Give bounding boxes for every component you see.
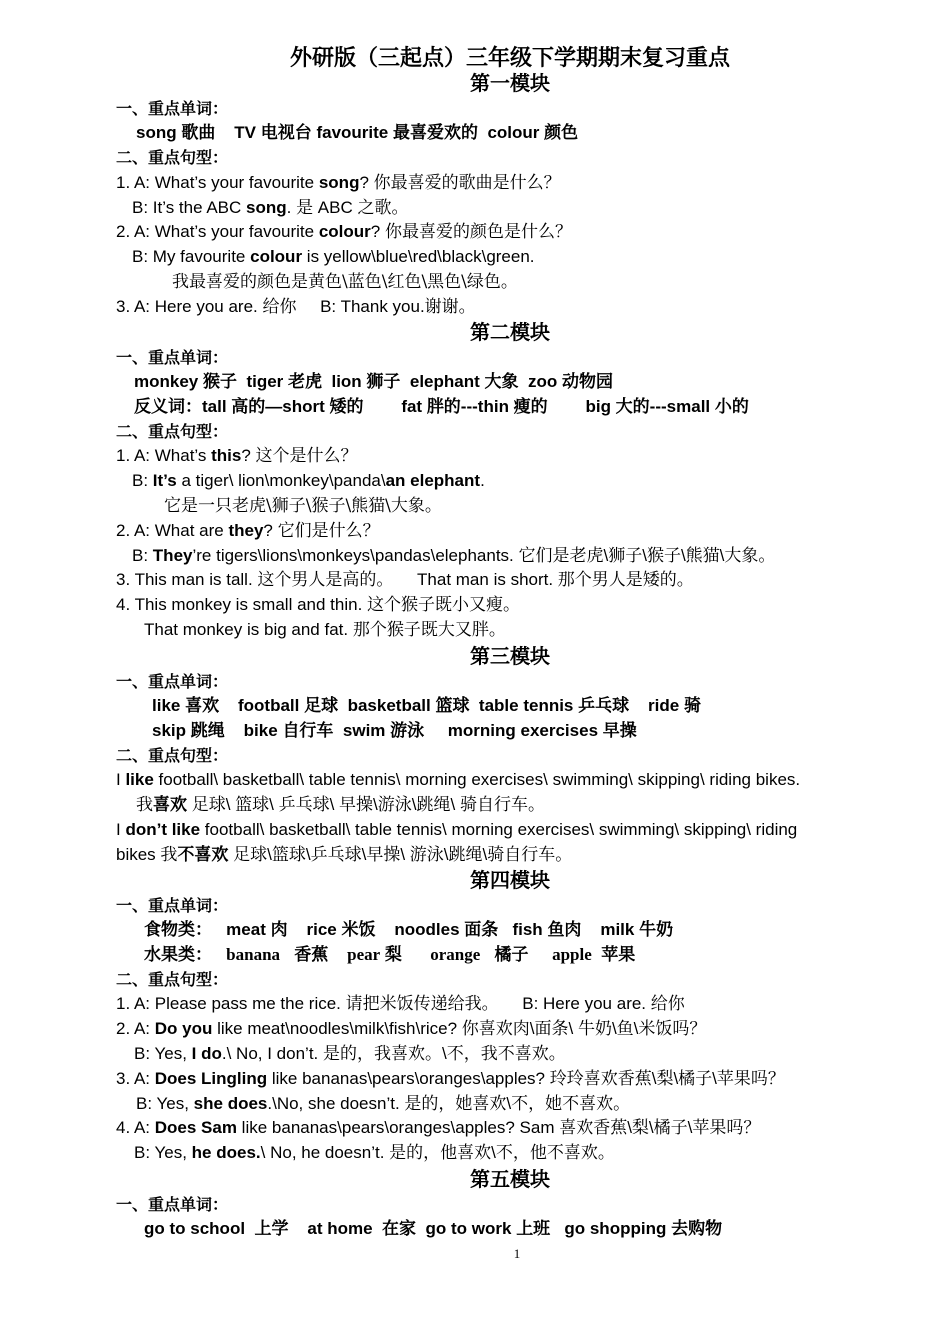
module-3-sentence-2a: I don’t like football\ basketball\ table tennis\ morning exercises\ swimming\ skipping\ riding (116, 820, 798, 839)
module-4-sentence-3a: 3. A: Does Lingling like bananas\pears\oranges\apples? 玲玲喜欢香蕉\梨\橘子\苹果吗？ (116, 1069, 785, 1088)
module-1-sentence-3: 3. A: Here you are. 给你 B: Thank you.谢谢。 (116, 297, 476, 316)
module-2-sentence-4b: That monkey is big and fat. 那个猴子既大又胖。 (144, 620, 506, 639)
module-3-sentence-1b: 我喜欢 足球\ 篮球\ 乒乓球\ 早操\游泳\跳绳\ 骑自行车。 (136, 795, 545, 814)
module-2-sentence-3: 3. This man is tall. 这个男人是高的。 That man is short. 那个男人是矮的。 (116, 570, 694, 589)
module-3-sentence-heading: 二、重点句型： (116, 746, 229, 765)
module-3-sentence-2b: bikes 我不喜欢 足球\篮球\乒乓球\早操\ 游泳\跳绳\骑自行车。 (116, 845, 573, 864)
module-1-sentence-2c: 我最喜爱的颜色是黄色\蓝色\红色\黑色\绿色。 (172, 272, 518, 292)
module-4-sentence-4b: B: Yes, he does.\ No, he doesn’t. 是的，他喜欢\不，他不喜欢。 (134, 1143, 615, 1162)
module-4-sentence-heading: 二、重点句型： (116, 970, 229, 989)
module-2-antonyms: 反义词：tall 高的—short 矮的 fat 胖的---thin 瘦的 big 大的---small 小的 (134, 397, 749, 417)
module-2-heading: 第二模块 (470, 320, 550, 344)
module-2-vocab-heading: 一、重点单词： (116, 348, 229, 367)
module-1-sentence-2b: B: My favourite colour is yellow\blue\red\black\green. (132, 247, 535, 266)
module-2-sentence-1a: 1. A: What’s this? 这个是什么？ (116, 446, 358, 465)
module-2-sentence-2b: B: They’re tigers\lions\monkeys\pandas\elephants. 它们是老虎\狮子\猴子\熊猫\大象。 (132, 546, 776, 565)
module-1-vocab-list: song 歌曲 TV 电视台 favourite 最喜爱欢的 colour 颜色 (136, 123, 579, 143)
module-4-food-list: 食物类： meat 肉 rice 米饭 noodles 面条 fish 鱼肉 milk 牛奶 (144, 920, 674, 940)
module-4-fruit-list: 水果类： banana 香蕉 pear 梨 orange 橘子 apple 苹果 (144, 945, 636, 965)
module-1-vocab-heading: 一、重点单词： (116, 99, 229, 118)
module-4-vocab-heading: 一、重点单词： (116, 896, 229, 915)
module-4-sentence-4a: 4. A: Does Sam like bananas\pears\oranges\apples? Sam 喜欢香蕉\梨\橘子\苹果吗？ (116, 1118, 761, 1137)
module-1-sentence-1a: 1. A: What’s your favourite song? 你最喜爱的歌曲是什么？ (116, 173, 561, 192)
module-1-sentence-2a: 2. A: What’s your favourite colour? 你最喜爱的颜色是什么？ (116, 222, 572, 241)
module-2-sentence-1b: B: It’s a tiger\ lion\monkey\panda\an elephant. (132, 471, 485, 490)
module-2-sentence-2a: 2. A: What are they? 它们是什么？ (116, 521, 380, 540)
module-3-vocab-heading: 一、重点单词： (116, 672, 229, 691)
module-3-vocab-list-1: like 喜欢 football 足球 basketball 篮球 table tennis 乒乓球 ride 骑 (152, 696, 701, 716)
module-1-sentence-heading: 二、重点句型： (116, 148, 229, 167)
module-4-sentence-2b: B: Yes, I do.\ No, I don’t. 是的，我喜欢。\不，我不喜欢。 (134, 1044, 566, 1063)
module-1-heading: 第一模块 (470, 71, 550, 95)
module-4-sentence-3b: B: Yes, she does.\No, she doesn’t. 是的，她喜欢\不，她不喜欢。 (136, 1094, 631, 1113)
module-4-heading: 第四模块 (470, 868, 550, 892)
module-5-vocab-heading: 一、重点单词： (116, 1195, 229, 1214)
module-4-sentence-1: 1. A: Please pass me the rice. 请把米饭传递给我。 B: Here you are. 给你 (116, 994, 685, 1013)
module-2-vocab-list: monkey 猴子 tiger 老虎 lion 狮子 elephant 大象 zoo 动物园 (134, 372, 613, 392)
module-3-sentence-1a: I like football\ basketball\ table tennis\ morning exercises\ swimming\ skipping\ riding bikes. (116, 770, 801, 789)
module-2-sentence-4a: 4. This monkey is small and thin. 这个猴子既小又瘦。 (116, 595, 521, 614)
module-5-vocab-list: go to school 上学 at home 在家 go to work 上班 go shopping 去购物 (144, 1219, 723, 1239)
module-2-sentence-1c: 它是一只老虎\狮子\猴子\熊猫\大象。 (164, 496, 442, 516)
module-5-heading: 第五模块 (470, 1167, 550, 1191)
module-3-heading: 第三模块 (470, 644, 550, 668)
document-title: 外研版（三起点）三年级下学期期末复习重点 (289, 45, 730, 71)
module-4-sentence-2a: 2. A: Do you like meat\noodles\milk\fish\rice? 你喜欢肉\面条\ 牛奶\鱼\米饭吗？ (116, 1019, 707, 1038)
module-3-vocab-list-2: skip 跳绳 bike 自行车 swim 游泳 morning exercises 早操 (152, 721, 637, 741)
module-1-sentence-1b: B: It’s the ABC song. 是 ABC 之歌。 (132, 198, 409, 217)
module-2-sentence-heading: 二、重点句型： (116, 422, 229, 441)
page-number: 1 (513, 1246, 521, 1261)
